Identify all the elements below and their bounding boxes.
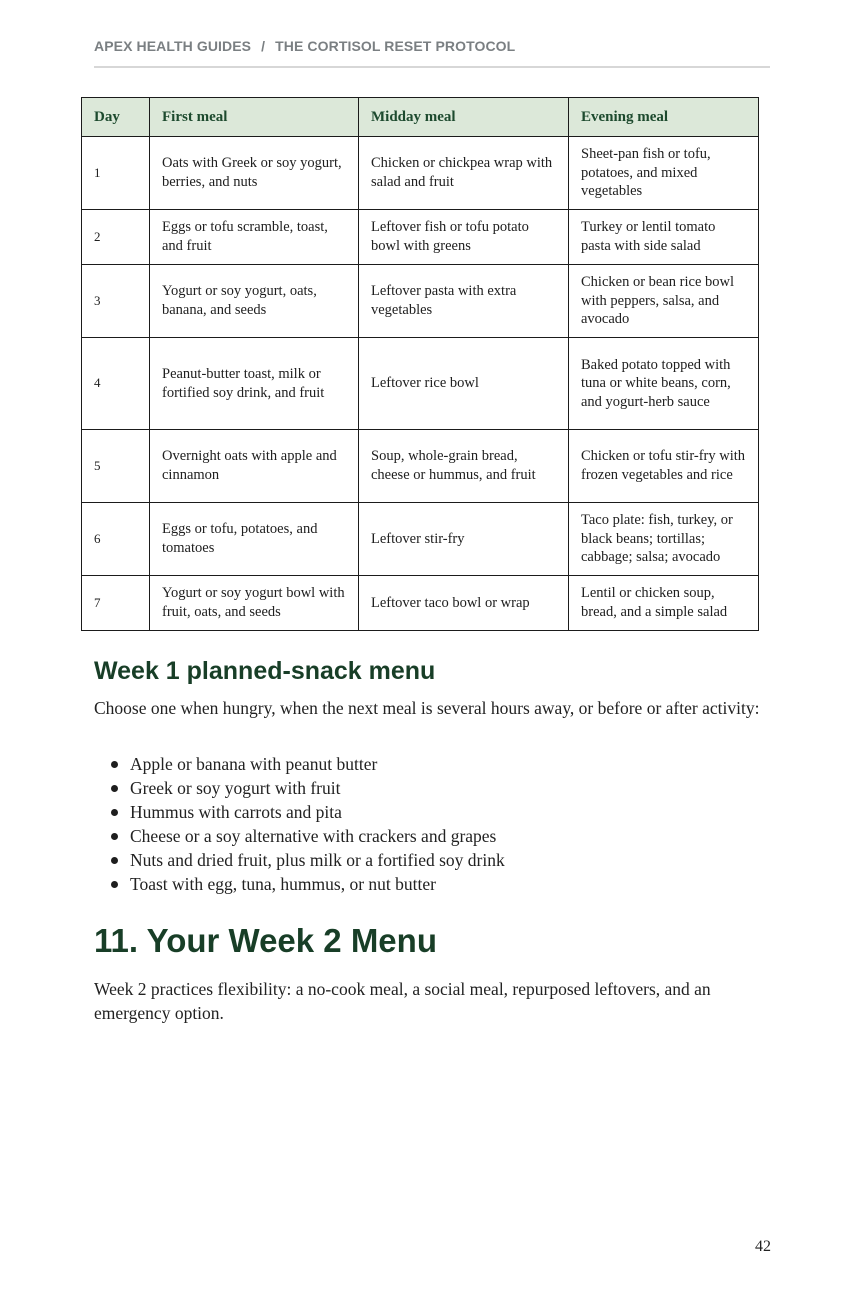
table-row — [82, 503, 759, 576]
table-row — [82, 265, 759, 338]
table-header-row — [82, 98, 759, 137]
first-meal-cell: Overnight oats with apple and cinnamon — [150, 430, 359, 503]
publisher-name: APEX HEALTH GUIDES — [94, 38, 252, 54]
day-cell: 1 — [82, 137, 150, 210]
table-row — [82, 576, 759, 631]
midday-meal-cell: Chicken or chickpea wrap with salad and fruit — [359, 137, 569, 210]
evening-meal-cell: Lentil or chicken soup, bread, and a simple salad — [569, 576, 759, 631]
midday-meal-cell: Leftover rice bowl — [359, 338, 569, 430]
day-cell: 4 — [82, 338, 150, 430]
snack-menu-heading: Week 1 planned-snack menu — [94, 657, 436, 685]
bullet-icon — [111, 761, 118, 768]
snack-item-text: Nuts and dried fruit, plus milk or a fortified soy drink — [130, 850, 505, 870]
day-cell: 7 — [82, 576, 150, 631]
first-meal-cell: Eggs or tofu, potatoes, and tomatoes — [150, 503, 359, 576]
midday-meal-cell: Leftover pasta with extra vegetables — [359, 265, 569, 338]
first-meal-cell: Yogurt or soy yogurt, oats, banana, and seeds — [150, 265, 359, 338]
list-item — [94, 872, 505, 896]
first-meal-cell: Oats with Greek or soy yogurt, berries, and nuts — [150, 137, 359, 210]
snack-item-text: Hummus with carrots and pita — [130, 802, 342, 822]
evening-meal-cell: Turkey or lentil tomato pasta with side salad — [569, 210, 759, 265]
column-header-first-meal: First meal — [150, 98, 359, 137]
table-row — [82, 430, 759, 503]
table-row — [82, 210, 759, 265]
snack-item-text: Greek or soy yogurt with fruit — [130, 778, 341, 798]
bullet-icon — [111, 881, 118, 888]
day-cell: 2 — [82, 210, 150, 265]
section-intro: Week 2 practices flexibility: a no-cook meal, a social meal, repurposed leftovers, and an emergency option. — [94, 979, 711, 1023]
list-item — [94, 848, 505, 872]
table-row — [82, 338, 759, 430]
midday-meal-cell: Leftover stir-fry — [359, 503, 569, 576]
list-item — [94, 776, 505, 800]
evening-meal-cell: Sheet-pan fish or tofu, potatoes, and mixed vegetables — [569, 137, 759, 210]
snack-item-text: Cheese or a soy alternative with crackers and grapes — [130, 826, 497, 846]
midday-meal-cell: Leftover fish or tofu potato bowl with greens — [359, 210, 569, 265]
day-cell: 3 — [82, 265, 150, 338]
evening-meal-cell: Baked potato topped with tuna or white beans, corn, and yogurt-herb sauce — [569, 338, 759, 430]
list-item — [94, 800, 505, 824]
snack-item-text: Toast with egg, tuna, hummus, or nut butter — [130, 874, 436, 894]
day-cell: 6 — [82, 503, 150, 576]
bullet-icon — [111, 857, 118, 864]
midday-meal-cell: Soup, whole-grain bread, cheese or hummus, and fruit — [359, 430, 569, 503]
evening-meal-cell: Chicken or bean rice bowl with peppers, salsa, and avocado — [569, 265, 759, 338]
page-number: 42 — [755, 1238, 771, 1255]
book-title: THE CORTISOL RESET PROTOCOL — [275, 38, 516, 54]
column-header-day: Day — [82, 98, 150, 137]
list-item — [94, 752, 505, 776]
bullet-icon — [111, 809, 118, 816]
header-separator: / — [261, 38, 266, 54]
midday-meal-cell: Leftover taco bowl or wrap — [359, 576, 569, 631]
first-meal-cell: Peanut-butter toast, milk or fortified soy drink, and fruit — [150, 338, 359, 430]
evening-meal-cell: Chicken or tofu stir-fry with frozen vegetables and rice — [569, 430, 759, 503]
first-meal-cell: Eggs or tofu scramble, toast, and fruit — [150, 210, 359, 265]
list-item — [94, 824, 505, 848]
snack-list — [94, 752, 505, 896]
table-row — [82, 137, 759, 210]
bullet-icon — [111, 785, 118, 792]
week1-meal-table — [81, 97, 759, 631]
snack-menu-intro: Choose one when hungry, when the next meal is several hours away, or before or after activity: — [94, 698, 760, 718]
column-header-evening-meal: Evening meal — [569, 98, 759, 137]
column-header-midday-meal: Midday meal — [359, 98, 569, 137]
first-meal-cell: Yogurt or soy yogurt bowl with fruit, oats, and seeds — [150, 576, 359, 631]
running-header — [94, 38, 770, 68]
evening-meal-cell: Taco plate: fish, turkey, or black beans; tortillas; cabbage; salsa; avocado — [569, 503, 759, 576]
bullet-icon — [111, 833, 118, 840]
section-heading: 11. Your Week 2 Menu — [94, 922, 437, 959]
day-cell: 5 — [82, 430, 150, 503]
snack-item-text: Apple or banana with peanut butter — [130, 754, 378, 774]
